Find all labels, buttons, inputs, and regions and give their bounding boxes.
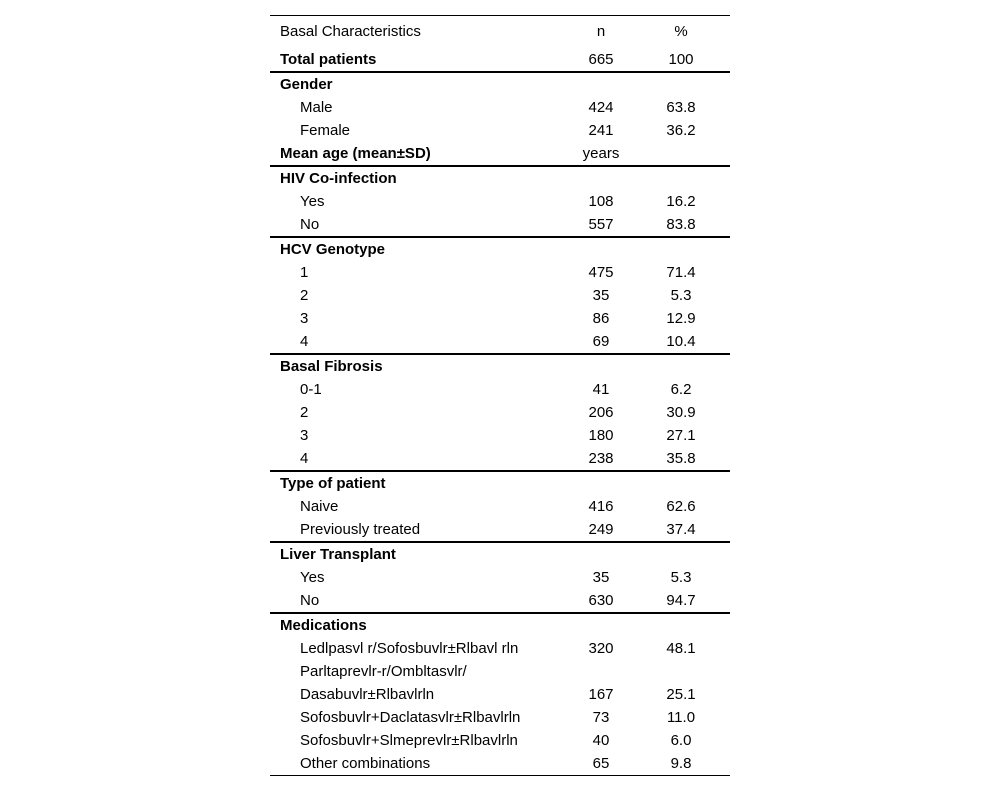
table-row <box>270 378 730 401</box>
row-percent-value: 5.3 <box>670 287 692 304</box>
table-header-row <box>270 16 730 48</box>
row-label: 3 <box>300 427 309 444</box>
table-row <box>270 142 730 165</box>
row-n-value: 206 <box>588 404 614 421</box>
table-row <box>270 706 730 729</box>
row-label: 4 <box>300 333 309 350</box>
row-label: Mean age (mean±SD) <box>280 145 431 162</box>
row-label: Medications <box>280 617 367 634</box>
row-percent-value: 16.2 <box>666 193 696 210</box>
row-label: 2 <box>300 287 309 304</box>
row-n-value: 424 <box>588 99 614 116</box>
row-n-value: 108 <box>588 193 614 210</box>
table-row <box>270 495 730 518</box>
row-label: 4 <box>300 450 309 467</box>
table-body <box>270 48 730 775</box>
row-n-value: 475 <box>588 264 614 281</box>
row-percent-value: 62.6 <box>666 498 696 515</box>
row-n-value: 180 <box>588 427 614 444</box>
row-label: HIV Co-infection <box>280 170 397 187</box>
table-row <box>270 48 730 71</box>
row-label: 3 <box>300 310 309 327</box>
row-n-value: years <box>582 145 620 162</box>
row-label: 2 <box>300 404 309 421</box>
section-heading-row <box>270 541 730 566</box>
row-percent-value: 35.8 <box>666 450 696 467</box>
row-label: Type of patient <box>280 475 386 492</box>
section-heading-row <box>270 165 730 190</box>
row-percent-value: 27.1 <box>666 427 696 444</box>
row-n-value: 35 <box>592 287 610 304</box>
row-percent-value: 36.2 <box>666 122 696 139</box>
table-row <box>270 637 730 660</box>
section-heading-row <box>270 470 730 495</box>
table-row <box>270 119 730 142</box>
row-percent-value: 100 <box>668 51 694 68</box>
row-label: Male <box>300 99 333 116</box>
table-row <box>270 401 730 424</box>
row-percent-value: 48.1 <box>666 640 696 657</box>
row-label: Yes <box>300 569 325 586</box>
row-label: 0-1 <box>300 381 322 398</box>
row-label: Naive <box>300 498 339 515</box>
row-label: No <box>300 592 320 609</box>
row-n-value: 238 <box>588 450 614 467</box>
row-percent-value: 11.0 <box>666 709 696 726</box>
row-n-value: 167 <box>588 686 614 703</box>
row-n-value: 630 <box>588 592 614 609</box>
row-label: Gender <box>280 76 333 93</box>
table-row <box>270 261 730 284</box>
table-row <box>270 284 730 307</box>
section-heading-row <box>270 612 730 637</box>
table-row <box>270 518 730 541</box>
row-label: Previously treated <box>300 521 421 538</box>
row-label: Sofosbuvlr+Daclatasvlr±Rlbavlrln <box>300 709 521 726</box>
section-heading-row <box>270 71 730 96</box>
row-label: Parltaprevlr-r/Omb​ltasvlr/ <box>300 663 467 680</box>
row-label: Liver Transplant <box>280 546 396 563</box>
header-label: Basal Characteristics <box>280 23 421 40</box>
row-label: Dasabuvlr±Rlbavlrln <box>300 686 435 703</box>
row-label: 1 <box>300 264 309 281</box>
row-percent-value: 63.8 <box>666 99 696 116</box>
row-n-value: 69 <box>592 333 610 350</box>
row-n-value: 65 <box>592 755 610 772</box>
row-label: Total patients <box>280 51 377 68</box>
row-percent-value: 25.1 <box>666 686 696 703</box>
row-n-value: 73 <box>592 709 610 726</box>
row-percent-value: 5.3 <box>670 569 692 586</box>
row-n-value: 416 <box>588 498 614 515</box>
table-row <box>270 729 730 752</box>
row-label: Basal Fibrosis <box>280 358 383 375</box>
row-percent-value: 71.4 <box>666 264 696 281</box>
row-percent-value: 10.4 <box>666 333 696 350</box>
row-n-value: 35 <box>592 569 610 586</box>
row-label: HCV Genotype <box>280 241 386 258</box>
table-row <box>270 213 730 236</box>
row-percent-value: 30.9 <box>666 404 696 421</box>
row-percent-value: 37.4 <box>666 521 696 538</box>
row-percent-value: 12.9 <box>666 310 696 327</box>
table-row <box>270 307 730 330</box>
row-label: Yes <box>300 193 325 210</box>
table-row <box>270 683 730 706</box>
section-heading-row <box>270 236 730 261</box>
row-label: Other combinations <box>300 755 431 772</box>
table-row <box>270 96 730 119</box>
row-n-value: 249 <box>588 521 614 538</box>
row-n-value: 86 <box>592 310 610 327</box>
characteristics-table <box>270 15 730 776</box>
table-row <box>270 566 730 589</box>
table-row <box>270 660 730 683</box>
table-row <box>270 447 730 470</box>
row-percent-value: 9.8 <box>670 755 692 772</box>
row-label: Female <box>300 122 351 139</box>
row-percent-value: 6.2 <box>670 381 692 398</box>
row-label: No <box>300 216 320 233</box>
row-n-value: 320 <box>588 640 614 657</box>
table-row <box>270 424 730 447</box>
table-row <box>270 589 730 612</box>
row-percent-value: 6.0 <box>670 732 692 749</box>
row-percent-value: 94.7 <box>666 592 696 609</box>
row-percent-value: 83.8 <box>666 216 696 233</box>
header-percent: % <box>674 23 688 40</box>
table-row <box>270 330 730 353</box>
header-n: n <box>596 23 606 40</box>
row-label: Ledlpasvl r/Sofosbuvlr±Rlbavl rln <box>300 640 519 657</box>
row-label: Sofosbuvlr+Slmeprevlr±Rlbavlrln <box>300 732 518 749</box>
table-row <box>270 752 730 775</box>
row-n-value: 40 <box>592 732 610 749</box>
row-n-value: 41 <box>592 381 610 398</box>
row-n-value: 557 <box>588 216 614 233</box>
table-row <box>270 190 730 213</box>
row-n-value: 241 <box>588 122 614 139</box>
row-n-value: 665 <box>588 51 614 68</box>
section-heading-row <box>270 353 730 378</box>
